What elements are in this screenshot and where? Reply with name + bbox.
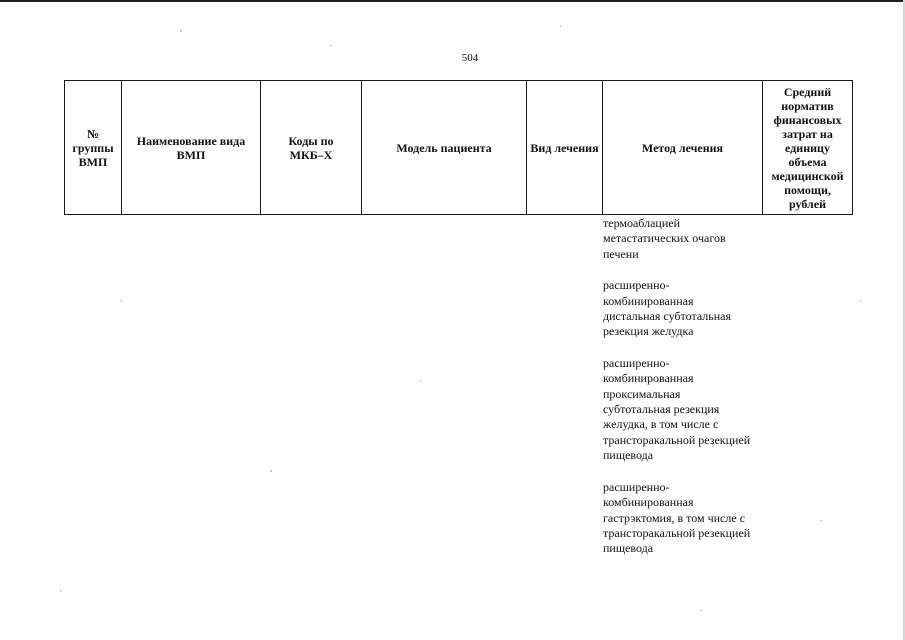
header-treatment-type: Вид лечения: [527, 81, 603, 215]
header-icd-codes: Коды по МКБ–Х: [261, 81, 362, 215]
header-row: [65, 81, 853, 215]
header-average-cost-standard: Средний норматив финансовых затрат на единицу объема медицинской помощи, рублей: [763, 81, 853, 215]
header-group-number: № группы ВМП: [65, 81, 122, 215]
vmp-table-header: [64, 80, 853, 215]
header-vmp-type-name: Наименование вида ВМП: [122, 81, 261, 215]
treatment-methods-list: [603, 216, 778, 573]
scan-speck: [860, 300, 861, 302]
scan-speck: [60, 590, 61, 592]
scan-speck: [120, 300, 122, 301]
header-treatment-method: Метод лечения: [603, 81, 763, 215]
scan-speck: [700, 610, 702, 611]
header-patient-model: Модель пациента: [362, 81, 527, 215]
method-item: расширенно- комбинированная проксимальная субтотальная резекция желудка, в том числе с трансторакальной резекцией пищевода: [603, 355, 751, 463]
method-item: расширенно- комбинированная гастрэктомия, в том числе с трансторакальной резекцией пищевода: [603, 479, 751, 556]
scan-speck: [820, 520, 822, 521]
method-item: расширенно- комбинированная дистальная субтотальная резекция желудка: [603, 278, 731, 339]
scan-speck: [560, 25, 561, 27]
scan-speck: [270, 470, 272, 472]
scan-speck: [420, 380, 421, 382]
page-number: 504: [461, 52, 479, 64]
scan-top-edge: [0, 0, 905, 2]
scan-speck: [330, 45, 332, 46]
scan-speck: [180, 30, 182, 32]
method-item: термоаблацией метастатических очагов печени: [603, 216, 726, 261]
